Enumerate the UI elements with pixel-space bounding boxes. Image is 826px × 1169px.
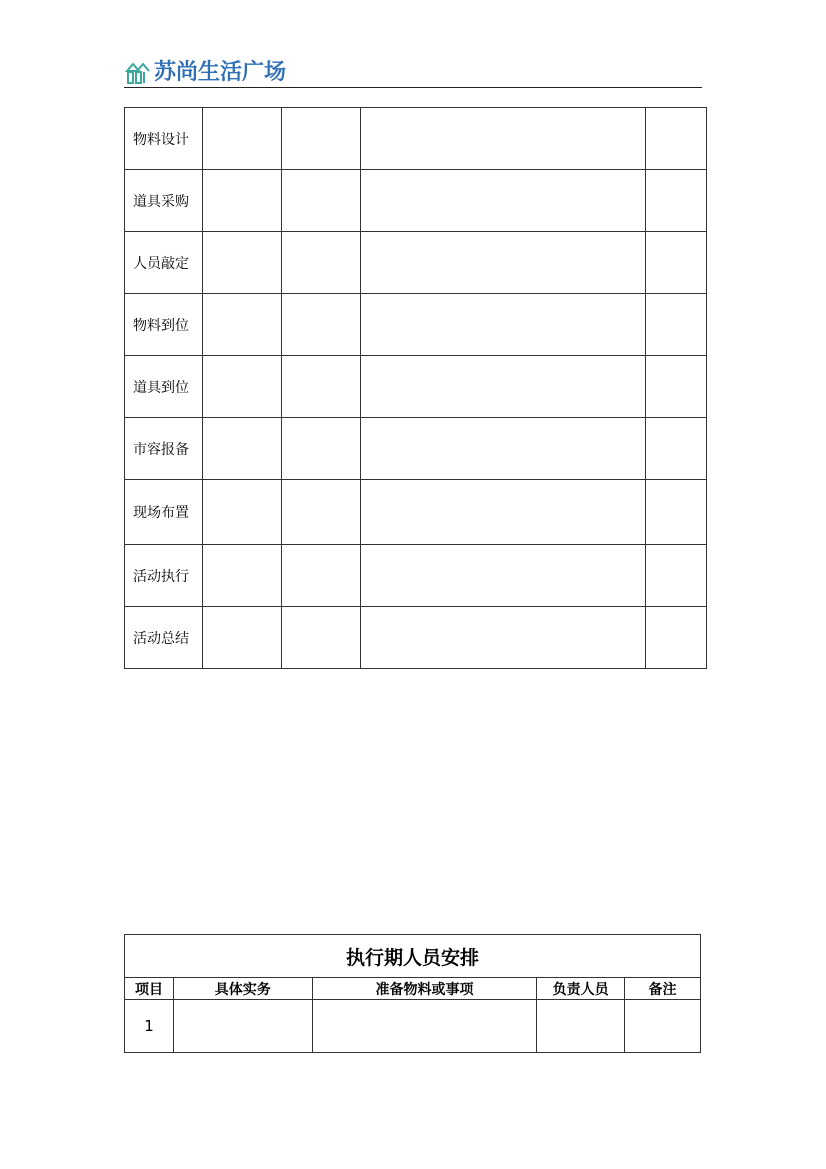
column-header: 备注: [625, 978, 701, 1000]
empty-cell: [281, 232, 361, 294]
empty-cell: [646, 294, 707, 356]
empty-cell: [202, 607, 281, 669]
item-cell: 1: [125, 1000, 174, 1053]
empty-cell: [361, 170, 646, 232]
empty-cell: [361, 294, 646, 356]
table-row: [125, 108, 707, 170]
task-cell: 活动执行: [125, 545, 203, 607]
empty-cell: [646, 418, 707, 480]
task-cell: 物料设计: [125, 108, 203, 170]
empty-cell: [281, 607, 361, 669]
empty-cell: [202, 418, 281, 480]
task-cell: 道具采购: [125, 170, 203, 232]
table-row: [125, 294, 707, 356]
table-row: [125, 545, 707, 607]
empty-cell: [646, 545, 707, 607]
empty-cell: [646, 480, 707, 545]
task-cell: 人员敲定: [125, 232, 203, 294]
column-header: 准备物料或事项: [312, 978, 537, 1000]
empty-cell: [202, 294, 281, 356]
table-row: [125, 356, 707, 418]
house-logo-icon: [124, 59, 152, 87]
table-row: [125, 232, 707, 294]
task-cell: 道具到位: [125, 356, 203, 418]
logo-text: 苏尚生活广场: [154, 60, 287, 85]
table-row: [125, 607, 707, 669]
empty-cell: [202, 170, 281, 232]
empty-cell: [361, 356, 646, 418]
empty-cell: [202, 108, 281, 170]
empty-cell: [361, 418, 646, 480]
empty-cell: [202, 356, 281, 418]
empty-cell: [202, 480, 281, 545]
task-cell: 活动总结: [125, 607, 203, 669]
column-header: 具体实务: [173, 978, 312, 1000]
table-row: [125, 1000, 701, 1053]
page-header: [124, 58, 702, 90]
task-cell: 市容报备: [125, 418, 203, 480]
staff-table: [124, 934, 701, 1053]
empty-cell: [361, 480, 646, 545]
task-cell: 现场布置: [125, 480, 203, 545]
empty-cell: [646, 356, 707, 418]
empty-cell: [361, 545, 646, 607]
empty-cell: [646, 170, 707, 232]
empty-cell: [281, 170, 361, 232]
empty-cell: [646, 108, 707, 170]
empty-cell: [646, 607, 707, 669]
task-cell: 物料到位: [125, 294, 203, 356]
column-header: 负责人员: [537, 978, 625, 1000]
empty-cell: [361, 108, 646, 170]
task-cell: [173, 1000, 312, 1053]
note-cell: [625, 1000, 701, 1053]
empty-cell: [202, 545, 281, 607]
table-row: [125, 418, 707, 480]
empty-cell: [361, 607, 646, 669]
table-row: [125, 480, 707, 545]
header-rule: [124, 87, 702, 88]
empty-cell: [281, 294, 361, 356]
empty-cell: [202, 232, 281, 294]
empty-cell: [281, 418, 361, 480]
logo: [124, 58, 286, 88]
staff-table-title: 执行期人员安排: [125, 935, 701, 978]
empty-cell: [281, 545, 361, 607]
empty-cell: [646, 232, 707, 294]
column-header: 项目: [125, 978, 174, 1000]
empty-cell: [281, 480, 361, 545]
person-cell: [537, 1000, 625, 1053]
empty-cell: [361, 232, 646, 294]
schedule-table: [124, 107, 707, 669]
empty-cell: [281, 108, 361, 170]
empty-cell: [281, 356, 361, 418]
materials-cell: [312, 1000, 537, 1053]
table-row: [125, 170, 707, 232]
